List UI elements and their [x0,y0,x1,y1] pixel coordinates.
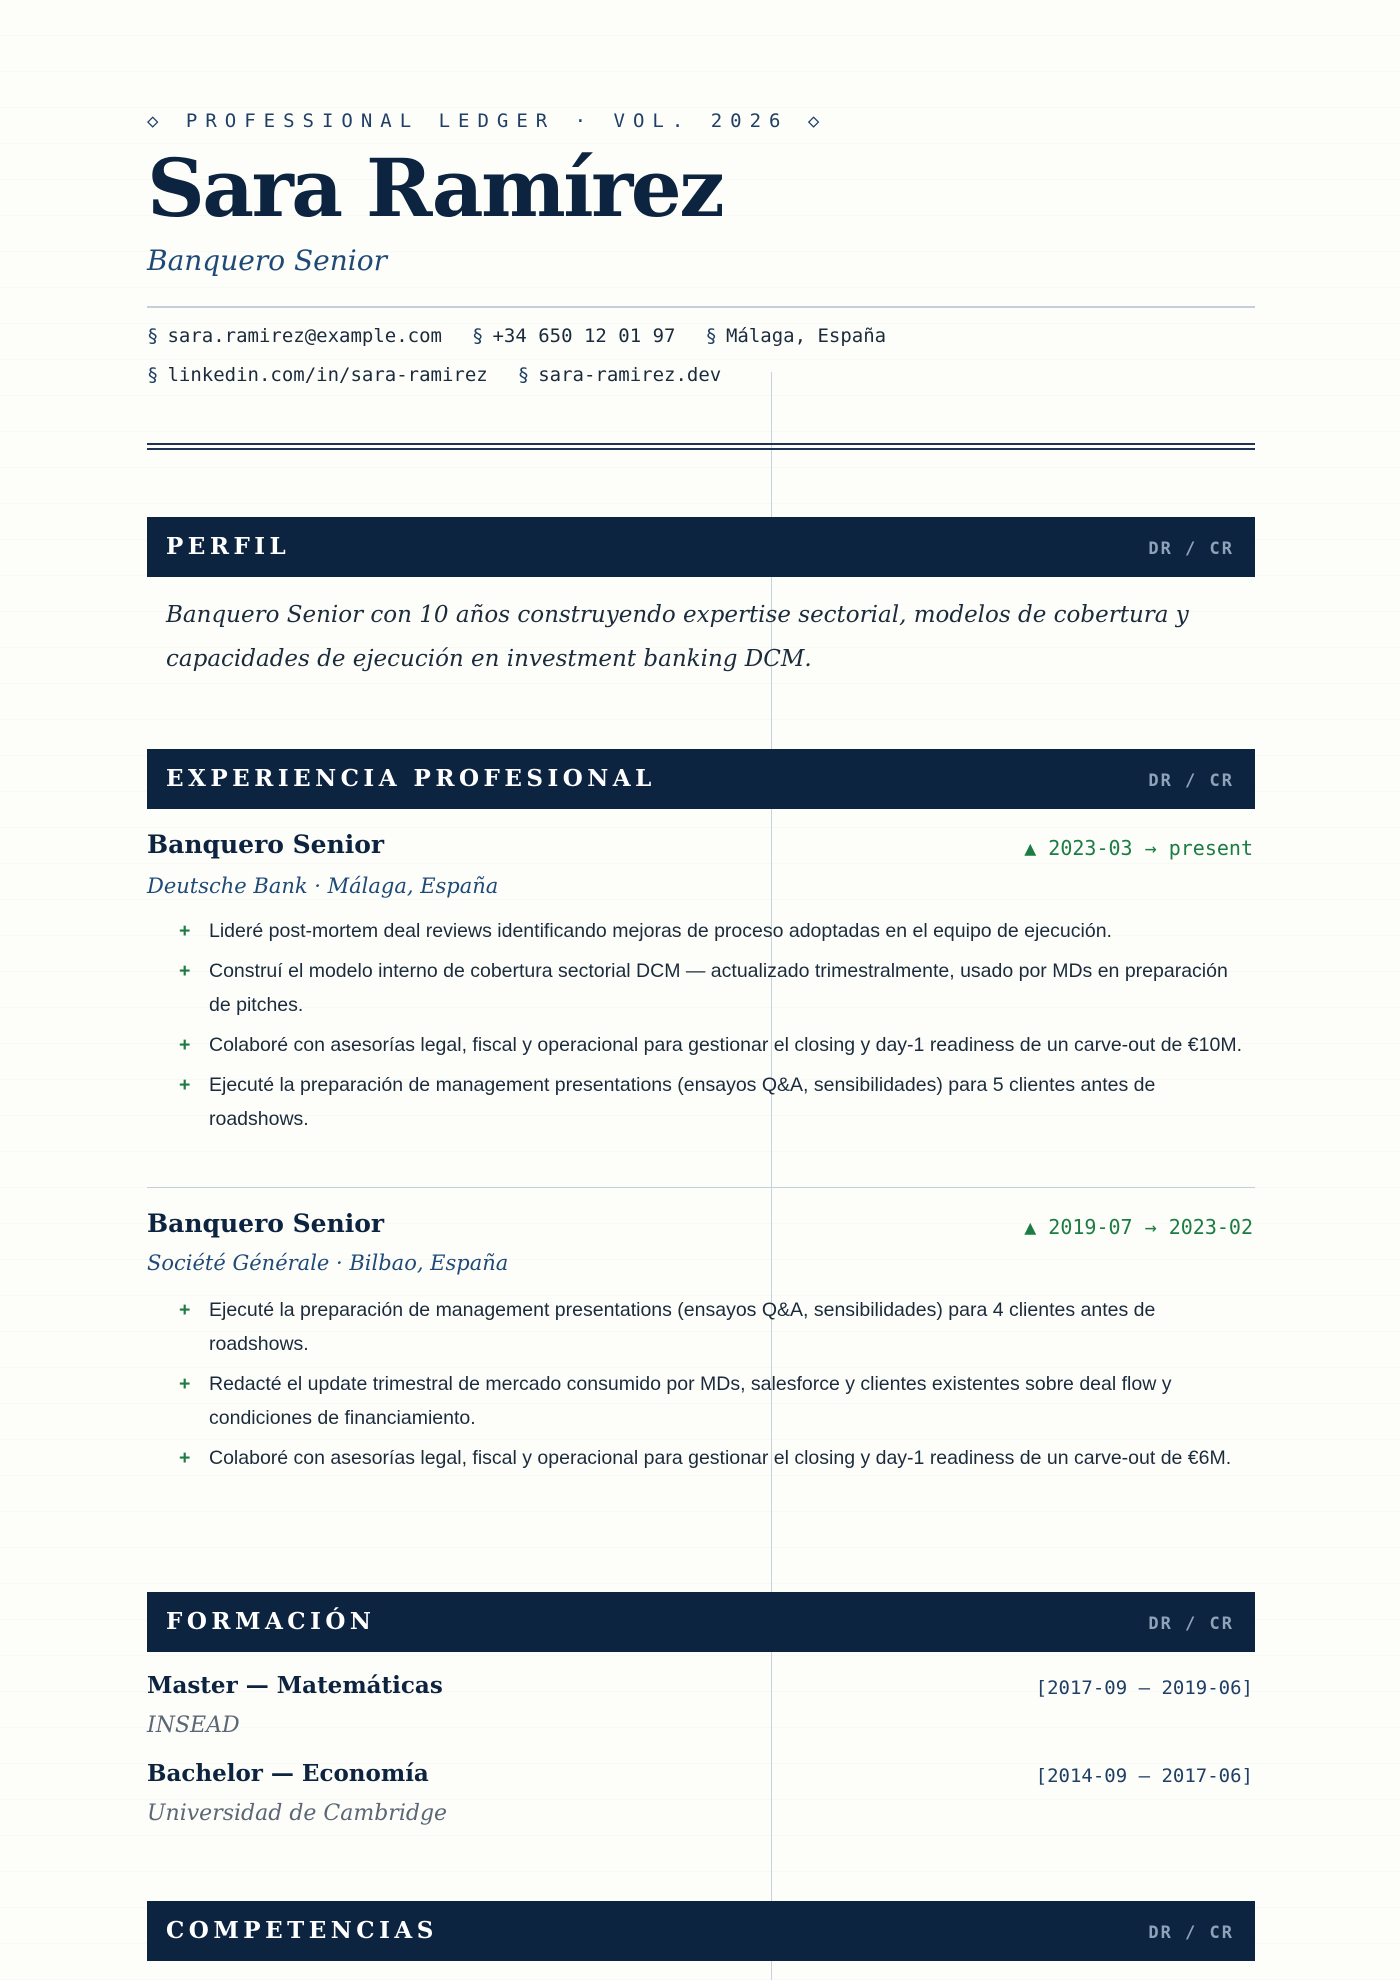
plus-icon: + [179,1447,191,1469]
section-header-skills [147,1901,1255,1961]
section-mark-icon: § [517,364,530,386]
plus-icon: + [179,920,191,942]
section-title: COMPETENCIAS [166,1917,438,1944]
job-bullets [179,914,1249,1142]
section-header-profile [147,517,1255,577]
plus-icon: + [179,960,191,982]
education-institution: INSEAD [147,1713,240,1738]
section-tag: DR / CR [1148,1614,1234,1634]
education-dates: [2017-09 – 2019-06] [1035,1677,1253,1699]
section-tag: DR / CR [1148,1923,1234,1943]
list-item: + Colaboré con asesorías legal, fiscal y operacional para gestionar el closing y day-1 readiness de un carve-out de €6M. [179,1441,1249,1475]
section-mark-icon: § [147,364,159,386]
list-item: + Lideré post-mortem deal reviews identificando mejoras de proceso adoptadas en el equipo de ejecución. [179,914,1249,948]
education-degree: Bachelor — Economía [147,1760,429,1787]
job-dates: ▲ 2023-03 → present [1024,836,1253,860]
list-item: + Ejecuté la preparación de management presentations (ensayos Q&A, sensibilidades) para 4 clientes antes de roadshows. [179,1293,1249,1361]
header-divider [147,306,1255,308]
header-kicker: ◇ PROFESSIONAL LEDGER · VOL. 2026 ◇ [147,110,828,132]
contact-location: § Málaga, España [705,325,887,347]
plus-icon: + [179,1074,191,1096]
section-tag: DR / CR [1148,539,1234,559]
job-company: Société Générale · Bilbao, España [147,1251,509,1275]
section-title: PERFIL [166,533,291,560]
list-item: + Construí el modelo interno de cobertura sectorial DCM — actualizado trimestralmente, usado por MDs en preparación de pitches. [179,954,1249,1022]
plus-icon: + [179,1373,191,1395]
header-double-rule [147,443,1255,450]
education-dates: [2014-09 – 2017-06] [1035,1765,1253,1787]
job-company: Deutsche Bank · Málaga, España [147,874,499,898]
contact-row-1 [147,325,916,347]
section-title: FORMACIÓN [166,1608,376,1635]
section-mark-icon: § [705,325,717,347]
section-mark-icon: § [147,325,159,347]
job-title: Banquero Senior [147,1209,385,1238]
contact-row-2 [147,364,751,386]
job-title: Banquero Senior [147,830,385,859]
contact-phone[interactable]: § +34 650 12 01 97 [472,325,676,347]
section-mark-icon: § [472,325,484,347]
education-degree: Master — Matemáticas [147,1672,443,1699]
education-institution: Universidad de Cambridge [147,1801,448,1826]
section-header-experience [147,749,1255,809]
contact-email[interactable]: § sara.ramirez@example.com [147,325,442,347]
plus-icon: + [179,1299,191,1321]
profile-summary: Banquero Senior con 10 años construyendo expertise sectorial, modelos de cobertura y capacidades de ejecución en investment banking DCM. [166,602,1189,672]
candidate-name: Sara Ramírez [147,141,723,235]
job-dates: ▲ 2019-07 → 2023-02 [1024,1215,1253,1239]
list-item: + Redacté el update trimestral de mercado consumido por MDs, salesforce y clientes existentes sobre deal flow y condiciones de financiamiento. [179,1367,1249,1435]
job-divider [147,1187,1255,1188]
list-item: + Colaboré con asesorías legal, fiscal y operacional para gestionar el closing y day-1 readiness de un carve-out de €10M. [179,1028,1249,1062]
list-item: + Ejecuté la preparación de management presentations (ensayos Q&A, sensibilidades) para 5 clientes antes de roadshows. [179,1068,1249,1136]
plus-icon: + [179,1034,191,1056]
contact-website[interactable]: § sara-ramirez.dev [517,364,722,386]
section-title: EXPERIENCIA PROFESIONAL [166,765,656,792]
job-bullets [179,1293,1249,1481]
contact-linkedin[interactable]: § linkedin.com/in/sara-ramirez [147,364,488,386]
section-tag: DR / CR [1148,771,1234,791]
section-header-education [147,1592,1255,1652]
candidate-role: Banquero Senior [147,244,387,277]
